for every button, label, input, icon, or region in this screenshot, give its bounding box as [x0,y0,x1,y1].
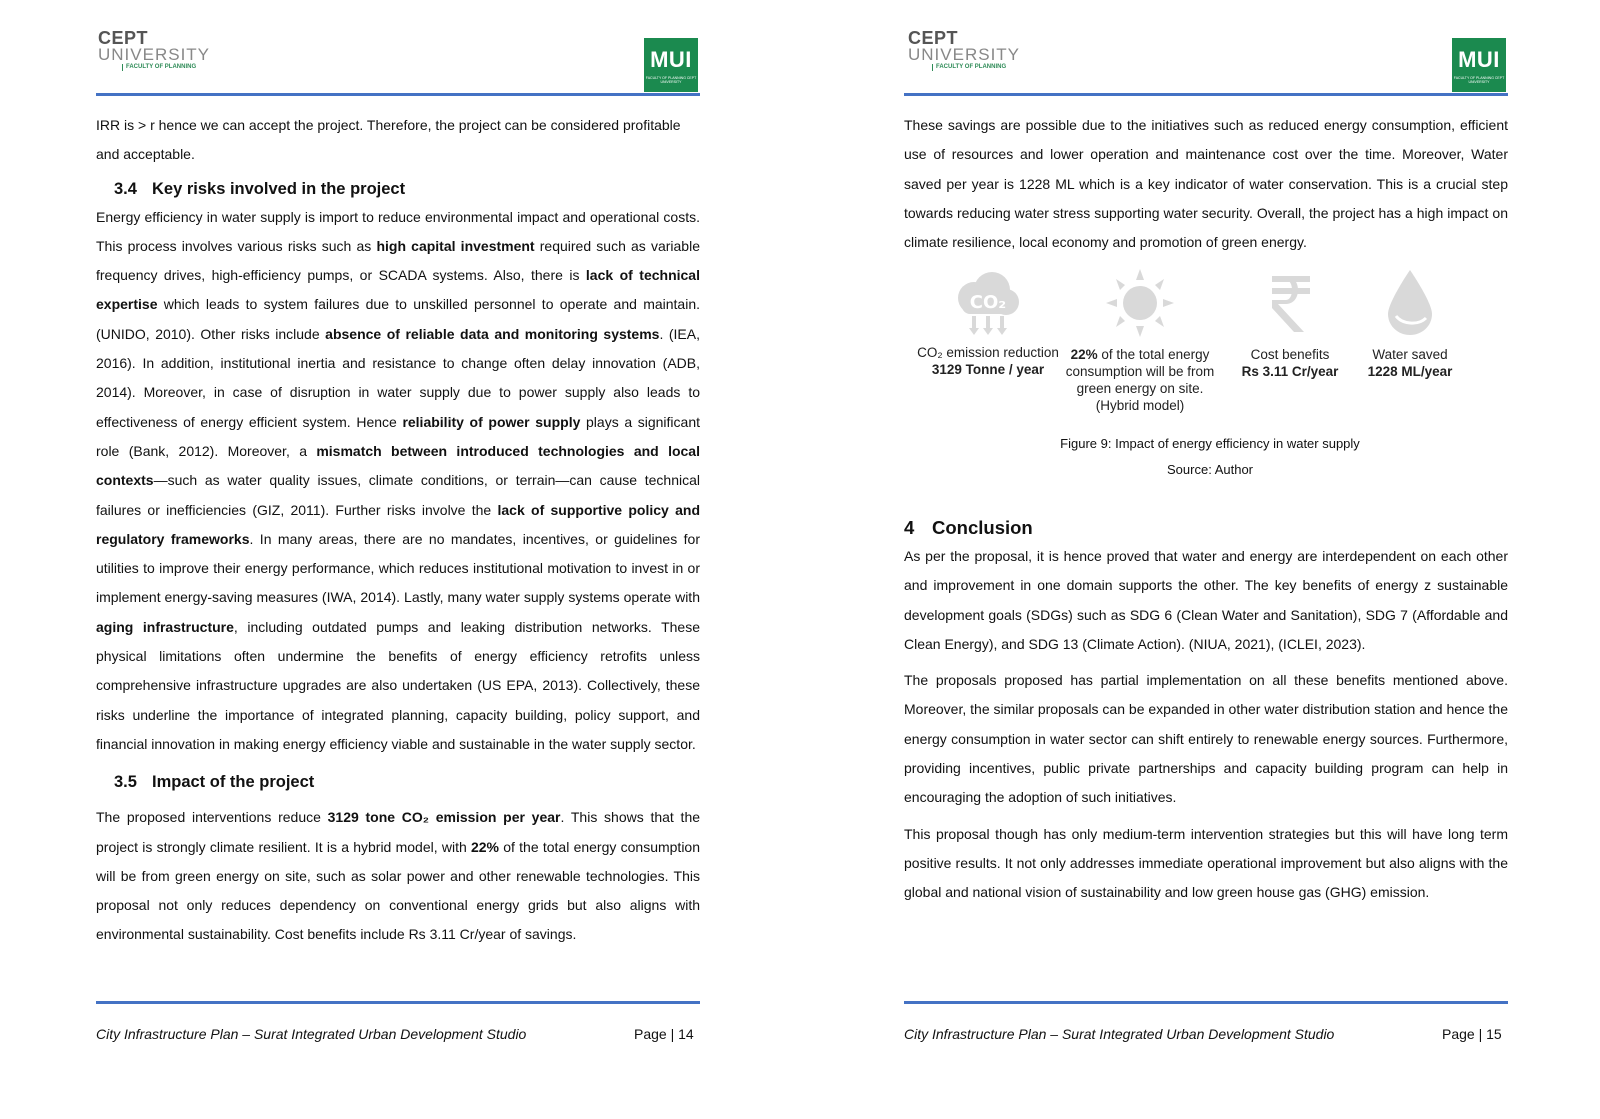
footer-title: City Infrastructure Plan – Surat Integrated Urban Development Studio [904,1026,1335,1042]
footer-rule [96,1001,700,1004]
co2-cloud-icon [948,268,1028,336]
stat-green-energy: 22% of the total energy consumption will be from green energy on site. (Hybrid model) [1060,268,1220,414]
section-heading-4: 4 Conclusion [904,517,1033,538]
conclusion-paragraph-3: This proposal though has only medium-term intervention strategies but this will have long term positive results. It not only addresses immediate operational improvement but also aligns with the global and national vision of sustainability and low green house gas (GHG) emission. [904,825,1508,901]
page-15 [800,0,1600,1119]
left-body [96,111,700,950]
mui-logo: MUI FACULTY OF PLANNING CEPT UNIVERSITY [644,38,698,92]
page-number: Page | 14 [634,1026,694,1042]
conclusion-section [904,514,1508,908]
footer-title: City Infrastructure Plan – Surat Integrated Urban Development Studio [96,1026,527,1042]
rupee-icon [1260,268,1320,338]
cept-university-logo: CEPT UNIVERSITY FACULTY OF PLANNING [98,28,211,70]
section-heading-3-4: 3.4 Key risks involved in the project [114,179,406,198]
footer-rule [904,1001,1508,1004]
sun-icon [1100,268,1180,338]
water-drop-icon [1380,268,1440,338]
conclusion-paragraph-2: The proposals proposed has partial implementation on all these benefits mentioned above. Moreover, the similar proposals can be expanded in other water distribution station and hence the energy consumption in water sector can shift entirely to renewable energy sources. Furthermore, providing incentives, public private partnerships and capacity building program can help in encouraging the adoption of such initiatives. [904,672,1508,806]
stat-co2: CO₂ CO₂ emission reduction 3129 Tonne / year [908,268,1068,378]
figure-source: Source: Author [1167,462,1253,477]
stat-cost-benefits: Cost benefits Rs 3.11 Cr/year [1220,268,1360,380]
cept-university-logo: CEPT UNIVERSITY FACULTY OF PLANNING [908,28,1021,70]
mui-logo: MUI FACULTY OF PLANNING CEPT UNIVERSITY [1452,38,1506,92]
savings-paragraph: These savings are possible due to the initiatives such as reduced energy consumption, efficient use of resources and lower operation and maintenance cost over the time. Moreover, Water saved per year is 1228 ML which is a key indicator of water conservation. This is a crucial step towards reducing water stress supporting water security. Overall, the project has a high impact on climate resilience, local economy and promotion of green energy. [904,117,1508,251]
risks-paragraph: Energy efficiency in water supply is import to reduce environmental impact and operational costs. This process involves various risks such as high capital investment required such as variable frequency drives, high-efficiency pumps, or SCADA systems. Also, there is lack of technical expertise which leads to system failures due to unskilled personnel to operate and maintain. (UNIDO, 2010). Other risks include absence of reliable data and monitoring systems. (IEA, 2016). In addition, institutional inertia and resistance to change often delay innovation (ADB, 2014). Moreover, in case of disruption in water supply due to power supply also leads to effectiveness of energy efficient system. Hence reliability of power supply plays a significant role (Bank, 2012). Moreover, a mismatch between introduced technologies and local contexts—such as water quality issues, climate conditions, or terrain—can cause technical failures or inefficiencies (GIZ, 2011). Further risks involve the lack of supportive policy and regulatory frameworks. In many areas, there are no mandates, incentives, or guidelines for utilities to improve their energy performance, which reduces institutional motivation to invest in or implement energy-saving measures (IWA, 2014). Lastly, many water supply systems operate with aging infrastructure, including outdated pumps and leaking distribution networks. These physical limitations often undermine the benefits of energy efficiency retrofits unless comprehensive infrastructure upgrades are also undertaken (US EPA, 2013). Collectively, these risks underline the importance of integrated planning, capacity building, policy support, and financial innovation in making energy efficiency viable and sustainable in the water supply sector. [96,208,700,752]
conclusion-paragraph-1: As per the proposal, it is hence proved that water and energy are interdependent on each other and improvement in one domain supports the other. The key benefits of energy z sustainable development goals (SDGs) such as SDG 6 (Clean Water and Sanitation), SDG 7 (Affordable and Clean Energy), and SDG 13 (Climate Action). (NIUA, 2021), (ICLEI, 2023). [904,548,1508,652]
intro-text: IRR is > r hence we can accept the project. Therefore, the project can be considered profitable and acceptable. [96,117,681,163]
section-heading-3-5: 3.5 Impact of the project [114,773,315,792]
figure-caption: Figure 9: Impact of energy efficiency in water supply [1060,436,1360,451]
header-rule [96,93,700,96]
svg-text:CO₂: CO₂ [969,292,1007,313]
stat-water-saved: Water saved 1228 ML/year [1345,268,1475,380]
page-number: Page | 15 [1442,1026,1502,1042]
header-rule [904,93,1508,96]
impact-paragraph: The proposed interventions reduce 3129 tone CO₂ emission per year. This shows that the project is strongly climate resilient. It is a hybrid model, with 22% of the total energy consumption will be from green energy on site, such as solar power and other renewable technologies. This proposal not only reduces dependency on conventional energy grids but also aligns with environmental sustainability. Cost benefits include Rs 3.11 Cr/year of savings. [96,809,701,943]
